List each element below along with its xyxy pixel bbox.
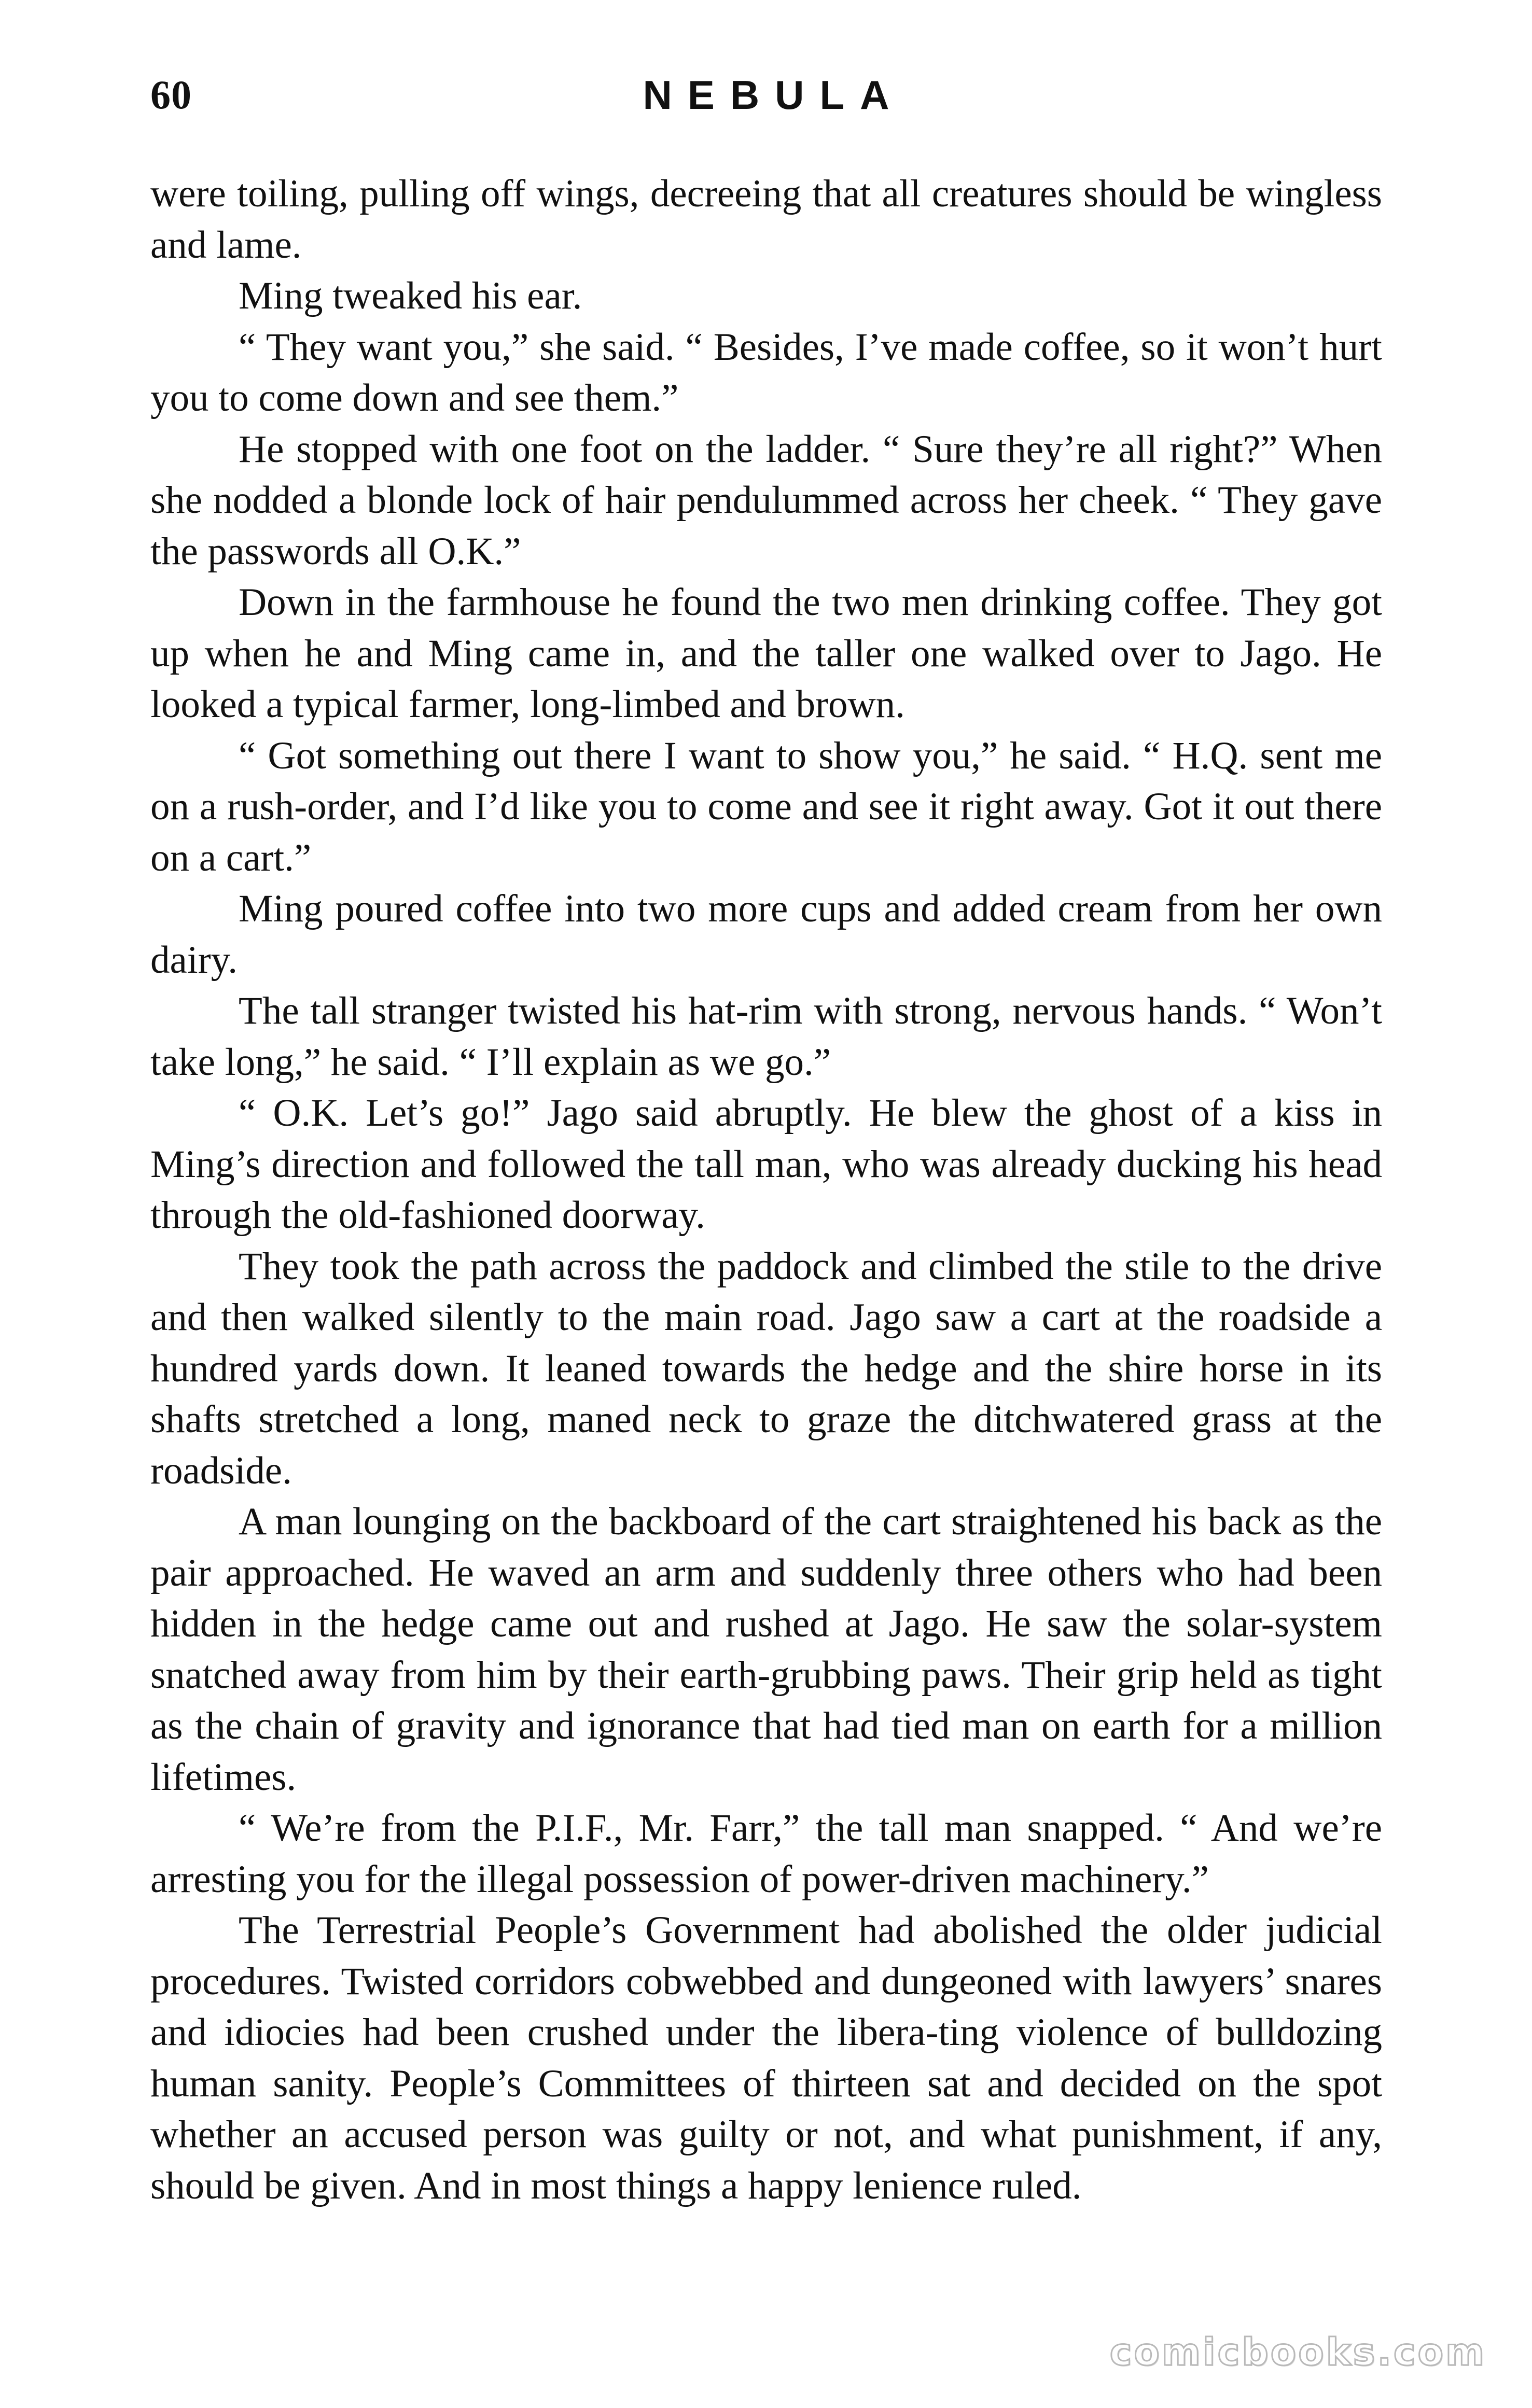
watermark: comicbooks.com — [1109, 2330, 1486, 2374]
paragraph: Ming poured coffee into two more cups and added cream from her own dairy. — [150, 887, 1382, 982]
paragraph: Down in the farmhouse he found the two men drinking coffee. They got up when he and Ming came in, and the taller one walked over to Jago. He looked a typical farmer, long-limbed and brown. — [150, 581, 1382, 726]
paragraph: Ming tweaked his ear. — [239, 274, 582, 317]
page-header — [150, 72, 1382, 129]
paragraph: The tall stranger twisted his hat-rim with strong, nervous hands. “ Won’t take long,” he said. “ I’ll explain as we go.” — [150, 989, 1382, 1084]
paragraph: They took the path across the paddock and climbed the stile to the drive and then walked silently to the main road. Jago saw a cart at the roadside a hundred yards down. It leaned towards the hedge and the shire horse in its shafts stretched a long, maned neck to graze the ditchwatered grass at the roadside. — [150, 1244, 1382, 1492]
paragraph: He stopped with one foot on the ladder. “ Sure they’re all right?” When she nodded a blonde lock of hair pendulummed across her cheek. “ They gave the passwords all O.K.” — [150, 427, 1382, 573]
running-title: NEBULA — [643, 72, 905, 118]
body-text — [150, 169, 1382, 2211]
paragraph: “ They want you,” she said. “ Besides, I’ve made coffee, so it won’t hurt you to come down and see them.” — [150, 325, 1382, 419]
paragraph: “ O.K. Let’s go!” Jago said abruptly. He blew the ghost of a kiss in Ming’s direction and followed the tall man, who was already ducking his head through the old-fashioned doorway. — [150, 1091, 1382, 1237]
paragraph: “ We’re from the P.I.F., Mr. Farr,” the tall man snapped. “ And we’re arresting you for the illegal possession of power-driven machinery.” — [150, 1807, 1382, 1901]
paragraph: were toiling, pulling off wings, decreeing that all creatures should be wingless and lame. — [150, 172, 1382, 267]
paragraph: “ Got something out there I want to show you,” he said. “ H.Q. sent me on a rush-order, and I’d like you to come and see it right away. Got it out there on a cart.” — [150, 734, 1382, 879]
page-number: 60 — [150, 72, 192, 117]
paragraph: The Terrestrial People’s Government had abolished the older judicial procedures. Twisted corridors cobwebbed and dungeoned with lawyers’ snares and idiocies had been crushed under the libera-ting violence of bulldozing human sanity. People’s Committees of thirteen sat and decided on the spot whether an accused person was guilty or not, and what punishment, if any, should be given. And in most things a happy lenience ruled. — [150, 1909, 1382, 2207]
paragraph: A man lounging on the backboard of the cart straightened his back as the pair approached. He waved an arm and suddenly three others who had been hidden in the hedge came out and rushed at Jago. He saw the solar-system snatched away from him by their earth-grubbing paws. Their grip held as tight as the chain of gravity and ignorance that had tied man on earth for a million lifetimes. — [150, 1500, 1382, 1799]
